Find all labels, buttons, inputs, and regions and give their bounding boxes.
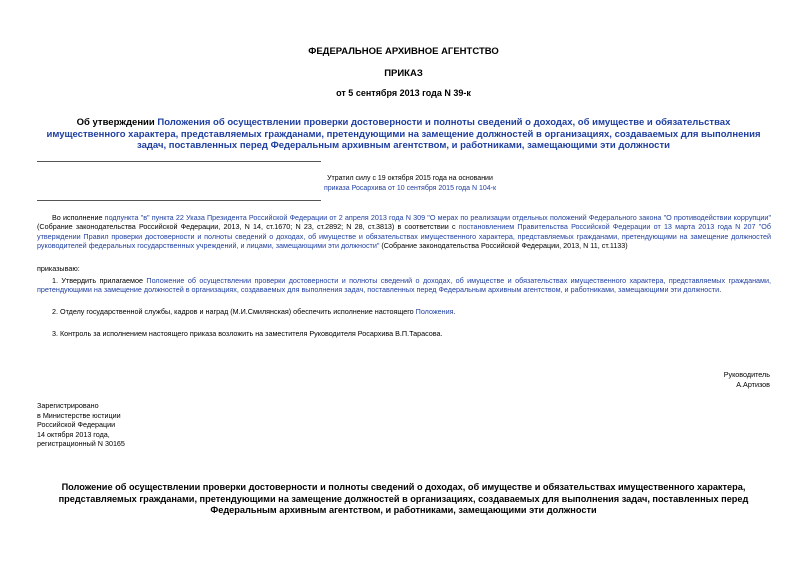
title-link[interactable]: Положения об осуществлении проверки достоверности и полноты сведений о доходах, об имуществе и обязательствах имущественного характера, представляемых гражданами, претендующими на замещение должностей в организациях, создаваемых для выполнения задач, поставленных перед Федеральным архивным агентством, и работниками, замещающими эти должности	[46, 117, 761, 151]
preamble-paragraph	[37, 213, 771, 251]
p2-text: 1. Утвердить прилагаемое	[52, 276, 147, 285]
title-prefix: Об утверждении	[76, 117, 158, 128]
registration-line: в Министерстве юстиции	[37, 410, 121, 420]
p3-text: .	[453, 307, 456, 316]
p1-text: Во исполнение	[52, 213, 105, 222]
p1-text: (Собрание законодательства Российской Федерации, 2013, N 14, ст.1670; N 23, ст.2892; N 28, ст.3813) в соответствии с	[37, 222, 459, 232]
hereby-order: приказываю:	[37, 264, 80, 273]
registration-line: Зарегистрировано	[37, 401, 99, 410]
repeal-link[interactable]: приказа Росархива от 10 сентября 2015 года N 104-к	[323, 184, 497, 192]
repeal-line: Утратил силу с 19 октября 2015 года на основании	[327, 175, 493, 182]
regulation-short-link[interactable]: Положения	[415, 307, 454, 316]
regulation-link[interactable]: Положение об осуществлении проверки достоверности и полноты сведений о доходах, об имуществе и обязательствах имущественного характера, представляемых гражданами, претендующими на замещение должностей в организациях, создаваемых для выполнения задач, поставленных перед Федеральным архивным агентством, и работниками, замещающими эти должности	[37, 276, 771, 295]
registration-line: Российской Федерации	[37, 420, 116, 429]
registration-line: регистрационный N 30165	[37, 439, 125, 448]
resolution-link[interactable]: постановлением Правительства Российской Федерации от 13 марта 2013 года N 207 "Об утверждении Правил проверки достоверности и полноты сведений о доходах, об имуществе и обязательствах имущественного характера, представляемых гражданами, претендующими на замещение должностей руководителей федеральных государственных учреждений, и лицами, замещающими эти должности"	[37, 222, 771, 251]
repeal-note	[300, 174, 520, 193]
p3-text: 2. Отделу государственной службы, кадров и наград (М.И.Смилянская) обеспечить исполнение настоящего	[52, 307, 416, 316]
item-2-paragraph	[37, 307, 771, 316]
document-title	[45, 117, 762, 152]
item-3-paragraph: 3. Контроль за исполнением настоящего приказа возложить на заместителя Руководителя Росархива В.П.Тарасова.	[52, 329, 443, 338]
date-number-heading: от 5 сентября 2013 года N 39-к	[336, 88, 471, 98]
signature-block	[724, 370, 770, 390]
decree-link[interactable]: подпункта "в" пункта 22 Указа Президента Российской Федерации от 2 апреля 2013 года N 309 "О мерах по реализации отдельных положений Федерального закона "О противодействии коррупции"	[104, 213, 771, 222]
agency-heading: ФЕДЕРАЛЬНОЕ АРХИВНОЕ АГЕНТСТВО	[308, 46, 499, 57]
p2-text: .	[719, 285, 722, 295]
doc-type-heading: ПРИКАЗ	[384, 68, 423, 79]
annex-title: Положение об осуществлении проверки достоверности и полноты сведений о доходах, об имуществе и обязательствах имущественного характера, представляемых гражданами, претендующими на замещение должностей в организациях, создаваемых для выполнения задач, поставленных перед Федеральным архивным агентством, и работниками, замещающими эти должности	[58, 482, 749, 515]
registration-line: 14 октября 2013 года,	[37, 429, 110, 439]
signer-position: Руководитель	[723, 370, 770, 379]
signer-name: А.Артизов	[736, 380, 770, 389]
top-divider	[37, 161, 321, 162]
registration-block	[37, 401, 125, 449]
item-1-paragraph	[37, 276, 771, 295]
p1-text: (Собрание законодательства Российской Федерации, 2013, N 11, ст.1133)	[379, 241, 628, 251]
bottom-divider	[37, 200, 321, 201]
